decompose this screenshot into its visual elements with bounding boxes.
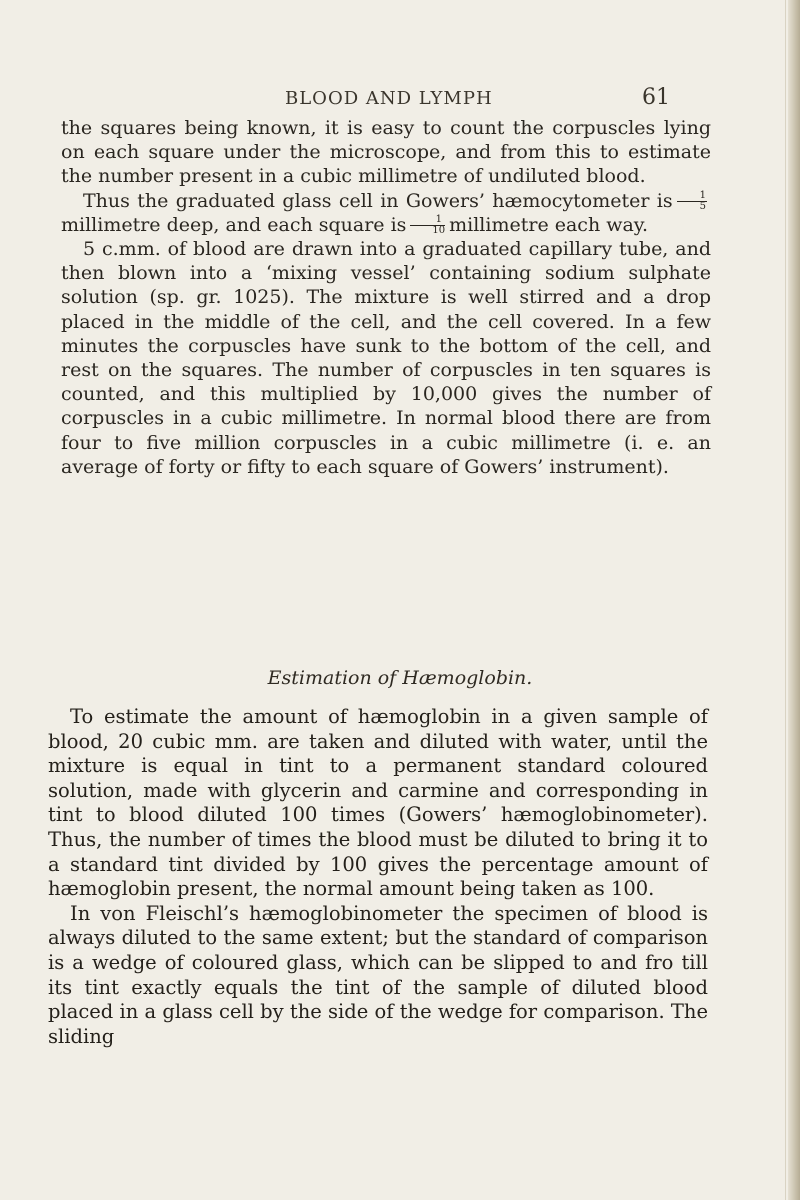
running-title: BLOOD AND LYMPH <box>285 88 493 109</box>
page-header <box>0 85 800 118</box>
body-text-section-2 <box>48 705 708 1049</box>
paragraph-2-part-c: millimetre each way. <box>449 213 649 236</box>
fraction-one-fifth <box>677 191 707 212</box>
paragraph-2-part-b: millimetre deep, and each square is <box>61 213 407 236</box>
fraction-numerator: 1 <box>677 191 707 202</box>
page-edge-shadow <box>785 0 786 1200</box>
paragraph-5: In von Fleischl’s hæmoglobinometer the specimen of blood is always diluted to the same extent; but the standard of comparison is a wedge of coloured glass, which can be slipped to and fro till its tint exactly equals the tint of the sample of diluted blood placed in a glass cell by the side of the wedge for comparison. The sliding <box>48 901 708 1048</box>
fraction-denominator: 10 <box>432 225 446 237</box>
section-heading: Estimation of Hæmoglobin. <box>267 667 533 689</box>
fraction-denominator: 5 <box>699 201 706 213</box>
paragraph-2-part-a: Thus the graduated glass cell in Gowers’ hæmocytometer is <box>83 189 673 212</box>
body-text-section-1 <box>61 116 711 479</box>
page-edge <box>788 0 800 1200</box>
page-number: 61 <box>642 85 670 110</box>
fraction-one-tenth <box>410 215 445 236</box>
fraction-numerator: 1 <box>410 215 445 226</box>
paragraph-4: To estimate the amount of hæmoglobin in a given sample of blood, 20 cubic mm. are taken and diluted with water, until the mixture is equal in tint to a permanent standard coloured solution, made with glycerin and carmine and corresponding in tint to blood diluted 100 times (Gowers’ hæmoglobinometer). Thus, the number of times the blood must be diluted to bring it to a standard tint divided by 100 gives the percentage amount of hæmoglobin present, the normal amount being taken as 100. <box>48 705 708 901</box>
paragraph-1: the squares being known, it is easy to count the corpuscles lying on each square under the microscope, and from this to estimate the number present in a cubic millimetre of undiluted blood. <box>61 117 711 188</box>
paragraph-3: 5 c.mm. of blood are drawn into a graduated capillary tube, and then blown into a ‘mixing vessel’ containing sodium sulphate solution (sp. gr. 1025). The mixture is well stirred and a drop placed in the middle of the cell, and the cell covered. In a few minutes the corpuscles have sunk to the bottom of the cell, and rest on the squares. The number of corpuscles in ten squares is counted, and this multiplied by 10,000 gives the number of corpuscles in a cubic millimetre. In normal blood there are from four to five million corpuscles in a cubic millimetre (i. e. an average of forty or fifty to each square of Gowers’ instrument). <box>61 238 711 478</box>
paragraph-2 <box>61 189 711 237</box>
